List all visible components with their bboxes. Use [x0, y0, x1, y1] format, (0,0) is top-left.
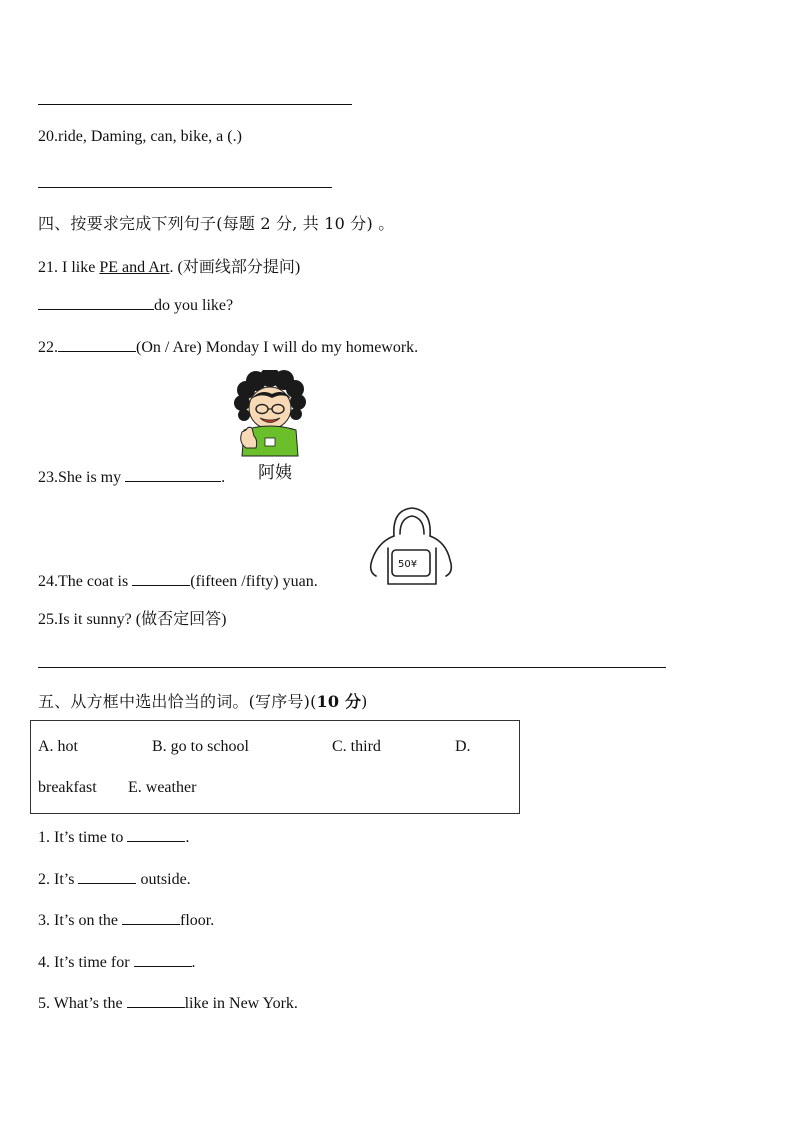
section-5-heading-points: 10 分	[316, 692, 362, 711]
option-a: A. hot	[38, 738, 78, 755]
q21-answer-suffix: do you like?	[154, 297, 234, 314]
option-d-word: breakfast	[38, 779, 97, 796]
q23-suffix: .	[221, 469, 226, 486]
q24-suffix: (fifteen /fifty) yuan.	[190, 573, 318, 590]
aunt-picture	[232, 370, 314, 486]
fill-1-suffix: .	[185, 829, 190, 846]
fill-3-suffix: floor.	[180, 912, 215, 929]
answer-line-19[interactable]	[38, 104, 352, 105]
fill-item-2	[38, 869, 191, 889]
fill-1-prefix: 1. It’s time to	[38, 829, 128, 846]
fill-5-prefix: 5. What’s the	[38, 995, 127, 1012]
q23-blank[interactable]	[125, 467, 221, 482]
section-5-heading-prefix: 五、从方框中选出恰当的词。(写序号)(	[38, 692, 317, 711]
q22-blank[interactable]	[58, 337, 136, 352]
question-21	[38, 254, 300, 277]
q21-underlined-phrase: PE and Art	[99, 259, 170, 276]
q22-prefix: 22.	[38, 339, 58, 356]
fill-2-suffix: outside.	[136, 871, 191, 888]
question-25: 25.Is it sunny? (做否定回答)	[38, 611, 227, 628]
answer-line-25[interactable]	[38, 667, 666, 668]
section-5-heading	[38, 689, 368, 712]
fill-3-prefix: 3. It’s on the	[38, 912, 122, 929]
q22-suffix: (On / Are) Monday I will do my homework.	[136, 339, 419, 356]
fill-2-blank[interactable]	[78, 869, 136, 884]
fill-5-blank[interactable]	[127, 993, 185, 1008]
price-tag-label: 50¥	[398, 559, 418, 570]
q21-blank[interactable]	[38, 295, 154, 310]
word-options-box	[30, 720, 520, 814]
fill-3-blank[interactable]	[122, 910, 180, 925]
fill-4-suffix: .	[191, 954, 196, 971]
question-22	[38, 337, 418, 357]
q21-suffix: . (对画线部分提问)	[169, 259, 301, 276]
answer-line-20[interactable]	[38, 187, 332, 188]
question-20: 20.ride, Daming, can, bike, a (.)	[38, 128, 242, 145]
fill-2-prefix: 2. It’s	[38, 871, 79, 888]
fill-4-prefix: 4. It’s time for	[38, 954, 134, 971]
aunt-label: 阿姨	[258, 463, 292, 483]
fill-item-3	[38, 910, 214, 930]
q23-prefix: 23.She is my	[38, 469, 126, 486]
fill-item-1	[38, 827, 189, 847]
option-b: B. go to school	[152, 738, 249, 755]
fill-1-blank[interactable]	[127, 827, 185, 842]
q21-prefix: 21. I like	[38, 259, 100, 276]
q24-prefix: 24.The coat is	[38, 573, 133, 590]
question-23	[38, 467, 225, 487]
q24-blank[interactable]	[132, 571, 190, 586]
section-4-heading: 四、按要求完成下列句子(每题 2 分, 共 10 分) 。	[38, 214, 395, 233]
fill-item-5	[38, 993, 298, 1013]
option-c: C. third	[332, 738, 381, 755]
option-e: E. weather	[128, 779, 197, 796]
fill-item-4	[38, 952, 196, 972]
fill-4-blank[interactable]	[134, 952, 192, 967]
coat-picture	[364, 504, 458, 586]
option-d: D.	[455, 738, 471, 755]
question-24	[38, 571, 318, 591]
fill-5-suffix: like in New York.	[184, 995, 298, 1012]
question-21-answer	[38, 295, 233, 315]
section-5-heading-suffix: )	[361, 692, 368, 711]
